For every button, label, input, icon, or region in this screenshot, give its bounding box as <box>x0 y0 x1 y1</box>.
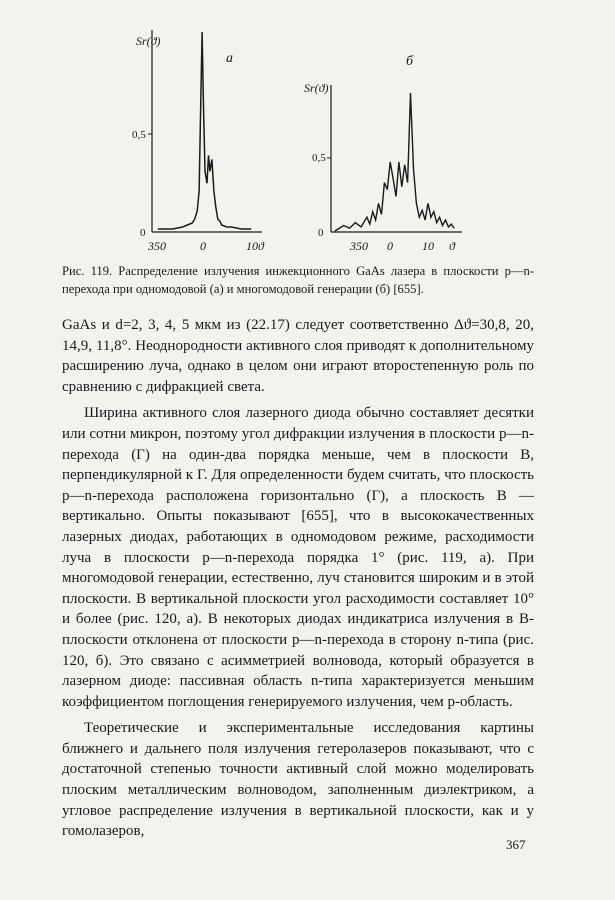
chart-panel-b <box>304 54 462 253</box>
x-tick-label-b-3: ϑ <box>449 239 455 253</box>
x-tick-label-b-2: 10 <box>422 239 434 253</box>
x-tick-label-b-0: 350 <box>350 239 368 253</box>
x-tick-label-a-0: 350 <box>148 239 166 253</box>
y-tick-label-a-0: 0 <box>140 227 146 239</box>
x-tick-label-a-2: 10ϑ <box>246 239 264 253</box>
series-line-b <box>335 93 454 231</box>
series-line-a <box>158 32 251 229</box>
chart-panel-a <box>132 30 265 253</box>
figure-119 <box>0 0 615 265</box>
body-text <box>62 315 534 842</box>
paragraph-1: GaAs и d=2, 3, 4, 5 мкм из (22.17) следует соответственно Δϑ=30,8, 20, 14,9, 11,8°. Неоднородности активного слоя приводят к дополнительному расширению луча, однако в целом они играют второстепенную роль по сравнению с дифракцией света. <box>62 317 534 395</box>
figure-svg <box>0 0 615 265</box>
figure-caption: Рис. 119. Распределение излучения инжекционного GaAs лазера в плоскости p—n-перехода при одномодовой (а) и многомодовой генерации (б) [655]. <box>62 264 534 296</box>
y-label-a: Sr(ϑ) <box>136 34 161 48</box>
panel-label-b: б <box>406 54 414 69</box>
y-tick-label-b-0: 0 <box>318 227 324 239</box>
paragraph-2: Ширина активного слоя лазерного диода обычно составляет десятки или сотни микрон, поэтому угол дифракции излучения в плоскости p—n-перехода (Γ) на один-два порядка меньше, чем в плоскости B, перпендикулярной к Γ. Для определенности будем считать, что плоскость p—n-перехода расположена горизонтально (Γ), а плоскость B — вертикально. Опыты показывают [655], что в высококачественных лазерных диодах, работающих в одномодовом режиме, расходимости луча в плоскости p—n-перехода порядка 1° (рис. 119, а). При многомодовой генерации, естественно, луч становится широким и в этой плоскости. В вертикальной плоскости угол расходимости составляет 10° и более (рис. 120, а). В некоторых диодах индикатриса излучения в B-плоскости отклонена от плоскости p—n-перехода в сторону n-типа (рис. 120, б). Это связано с асимметрией волновода, который образуется в лазерном диоде: пассивная область n-типа характеризуется меньшим коэффициентом поглощения генерируемого излучения, чем p-область. <box>62 405 534 710</box>
paragraph-3: Теоретические и экспериментальные исследования картины ближнего и дальнего поля излучения гетеролазеров показывают, что с достаточной степенью точности активный слой можно моделировать плоским металлическим волноводом, заполненным диэлектриком, а угловое распределение излучения в вертикальной плоскости, как и у гомолазеров, <box>62 720 534 840</box>
page-number: 367 <box>506 837 526 852</box>
y-tick-label-a-05: 0,5 <box>132 129 146 141</box>
panel-label-a: а <box>226 51 233 66</box>
y-label-b: Sr(ϑ) <box>304 81 329 95</box>
x-tick-label-a-1: 0 <box>200 239 206 253</box>
x-tick-label-b-1: 0 <box>387 239 393 253</box>
y-tick-label-b-05: 0,5 <box>312 152 326 164</box>
